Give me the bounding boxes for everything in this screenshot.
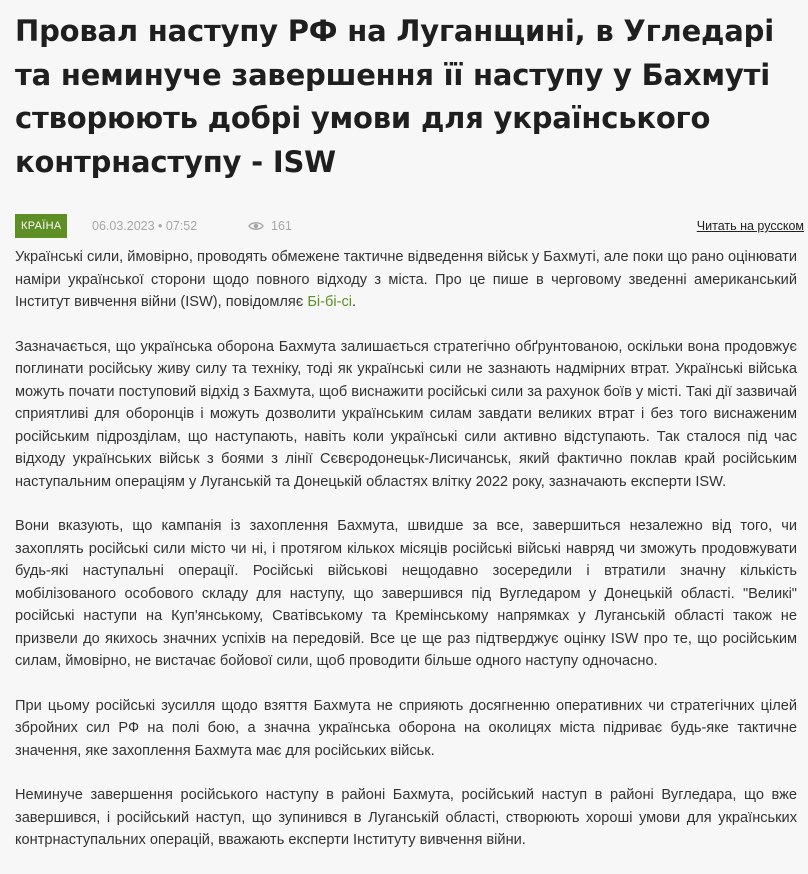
article (15, 0, 804, 848)
read-in-russian-link[interactable]: Читать на русском (696, 219, 804, 233)
paragraph-1-end: . (352, 294, 357, 310)
paragraph-1-text: Українські сили, ймовірно, проводять обмежене тактичне відведення військ у Бахмуті, але поки що рано оцінювати наміри української сторони щодо повного відходу з міста. Про це пише в черговому зведенні американський Інститут вивчення війни (ISW), повідомляє (15, 249, 797, 310)
article-title: Провал наступу РФ на Луганщині, в Угледарі та неминуче завершення її наступу у Бахмуті створюють добрі умови для українського контрнаступу - ISW (15, 14, 774, 179)
paragraph-2: Зазначається, що українська оборона Бахмута залишається стратегічно обґрунтованою, оскільки вона продовжує поглинати російську живу силу та техніку, тоді як українські сили не зазнають надмірних втрат. Українські війська можуть почати поступовий відхід з Бахмута, щоб виснажити російські сили за рахунок боїв у місті. Такі дії зазвичай сприятливі для оборонців і можуть дозволити українським силам завдати великих втрат і без того виснаженим російським підрозділам, що наступають, навіть коли українські сили активно відступають. Так сталося під час відходу українських військ з боями з лінії Сєвєродонецьк-Лисичанськ, який фактично поклав край російським наступальним операціям у Луганській та Донецькій областях влітку 2022 року, зазначають експерти ISW. (15, 338, 797, 490)
article-meta (15, 214, 804, 240)
paragraph-1 (15, 246, 797, 314)
paragraph-3: Вони вказують, що кампанія із захоплення Бахмута, швидше за все, завершиться незалежно від того, чи захоплять російські сили місто чи ні, і протягом кількох місяців російські війські навряд чи зможуть продовжувати будь-які наступальні операції. Російські військові нещодавно зосередили і втратили значну кількість мобілізованого особового складу для наступу, що завершився під Вугледаром у Донецькій області. "Великі" російські наступи на Куп'янському, Сватівському та Кремінському напрямках у Луганській області також не призвели до якихось значних успіхів на передовій. Все це ще раз підтверджує оцінку ISW про те, що російським силам, ймовірно, не вистачає бойової сили, щоб проводити більше одного наступу одночасно. (15, 518, 797, 669)
eye-icon (248, 220, 264, 232)
category-badge[interactable]: КРАЇНА (15, 214, 67, 238)
views-counter (248, 214, 292, 238)
source-link-bbc[interactable]: Бі-бі-сі (307, 294, 353, 310)
paragraph-4: При цьому російські зусилля щодо взяття Бахмута не сприяють досягненню оперативних чи стратегічних цілей збройних сил РФ на полі бою, а значна українська оборона на околицях міста підриває будь-яке тактичне значення, яке захоплення Бахмута має для російських військ. (15, 697, 797, 759)
paragraph-5: Неминуче завершення російського наступу в районі Бахмута, російський наступ в районі Вугледара, що вже завершився, і російський наступ, що зупинився в Луганській області, створюють хороші умови для українських контрнаступальних операцій, вважають експерти Інституту вивчення війни. (15, 787, 797, 848)
publish-date: 06.03.2023 • 07:52 (92, 219, 198, 233)
views-count: 161 (271, 219, 292, 233)
article-body (15, 246, 797, 874)
